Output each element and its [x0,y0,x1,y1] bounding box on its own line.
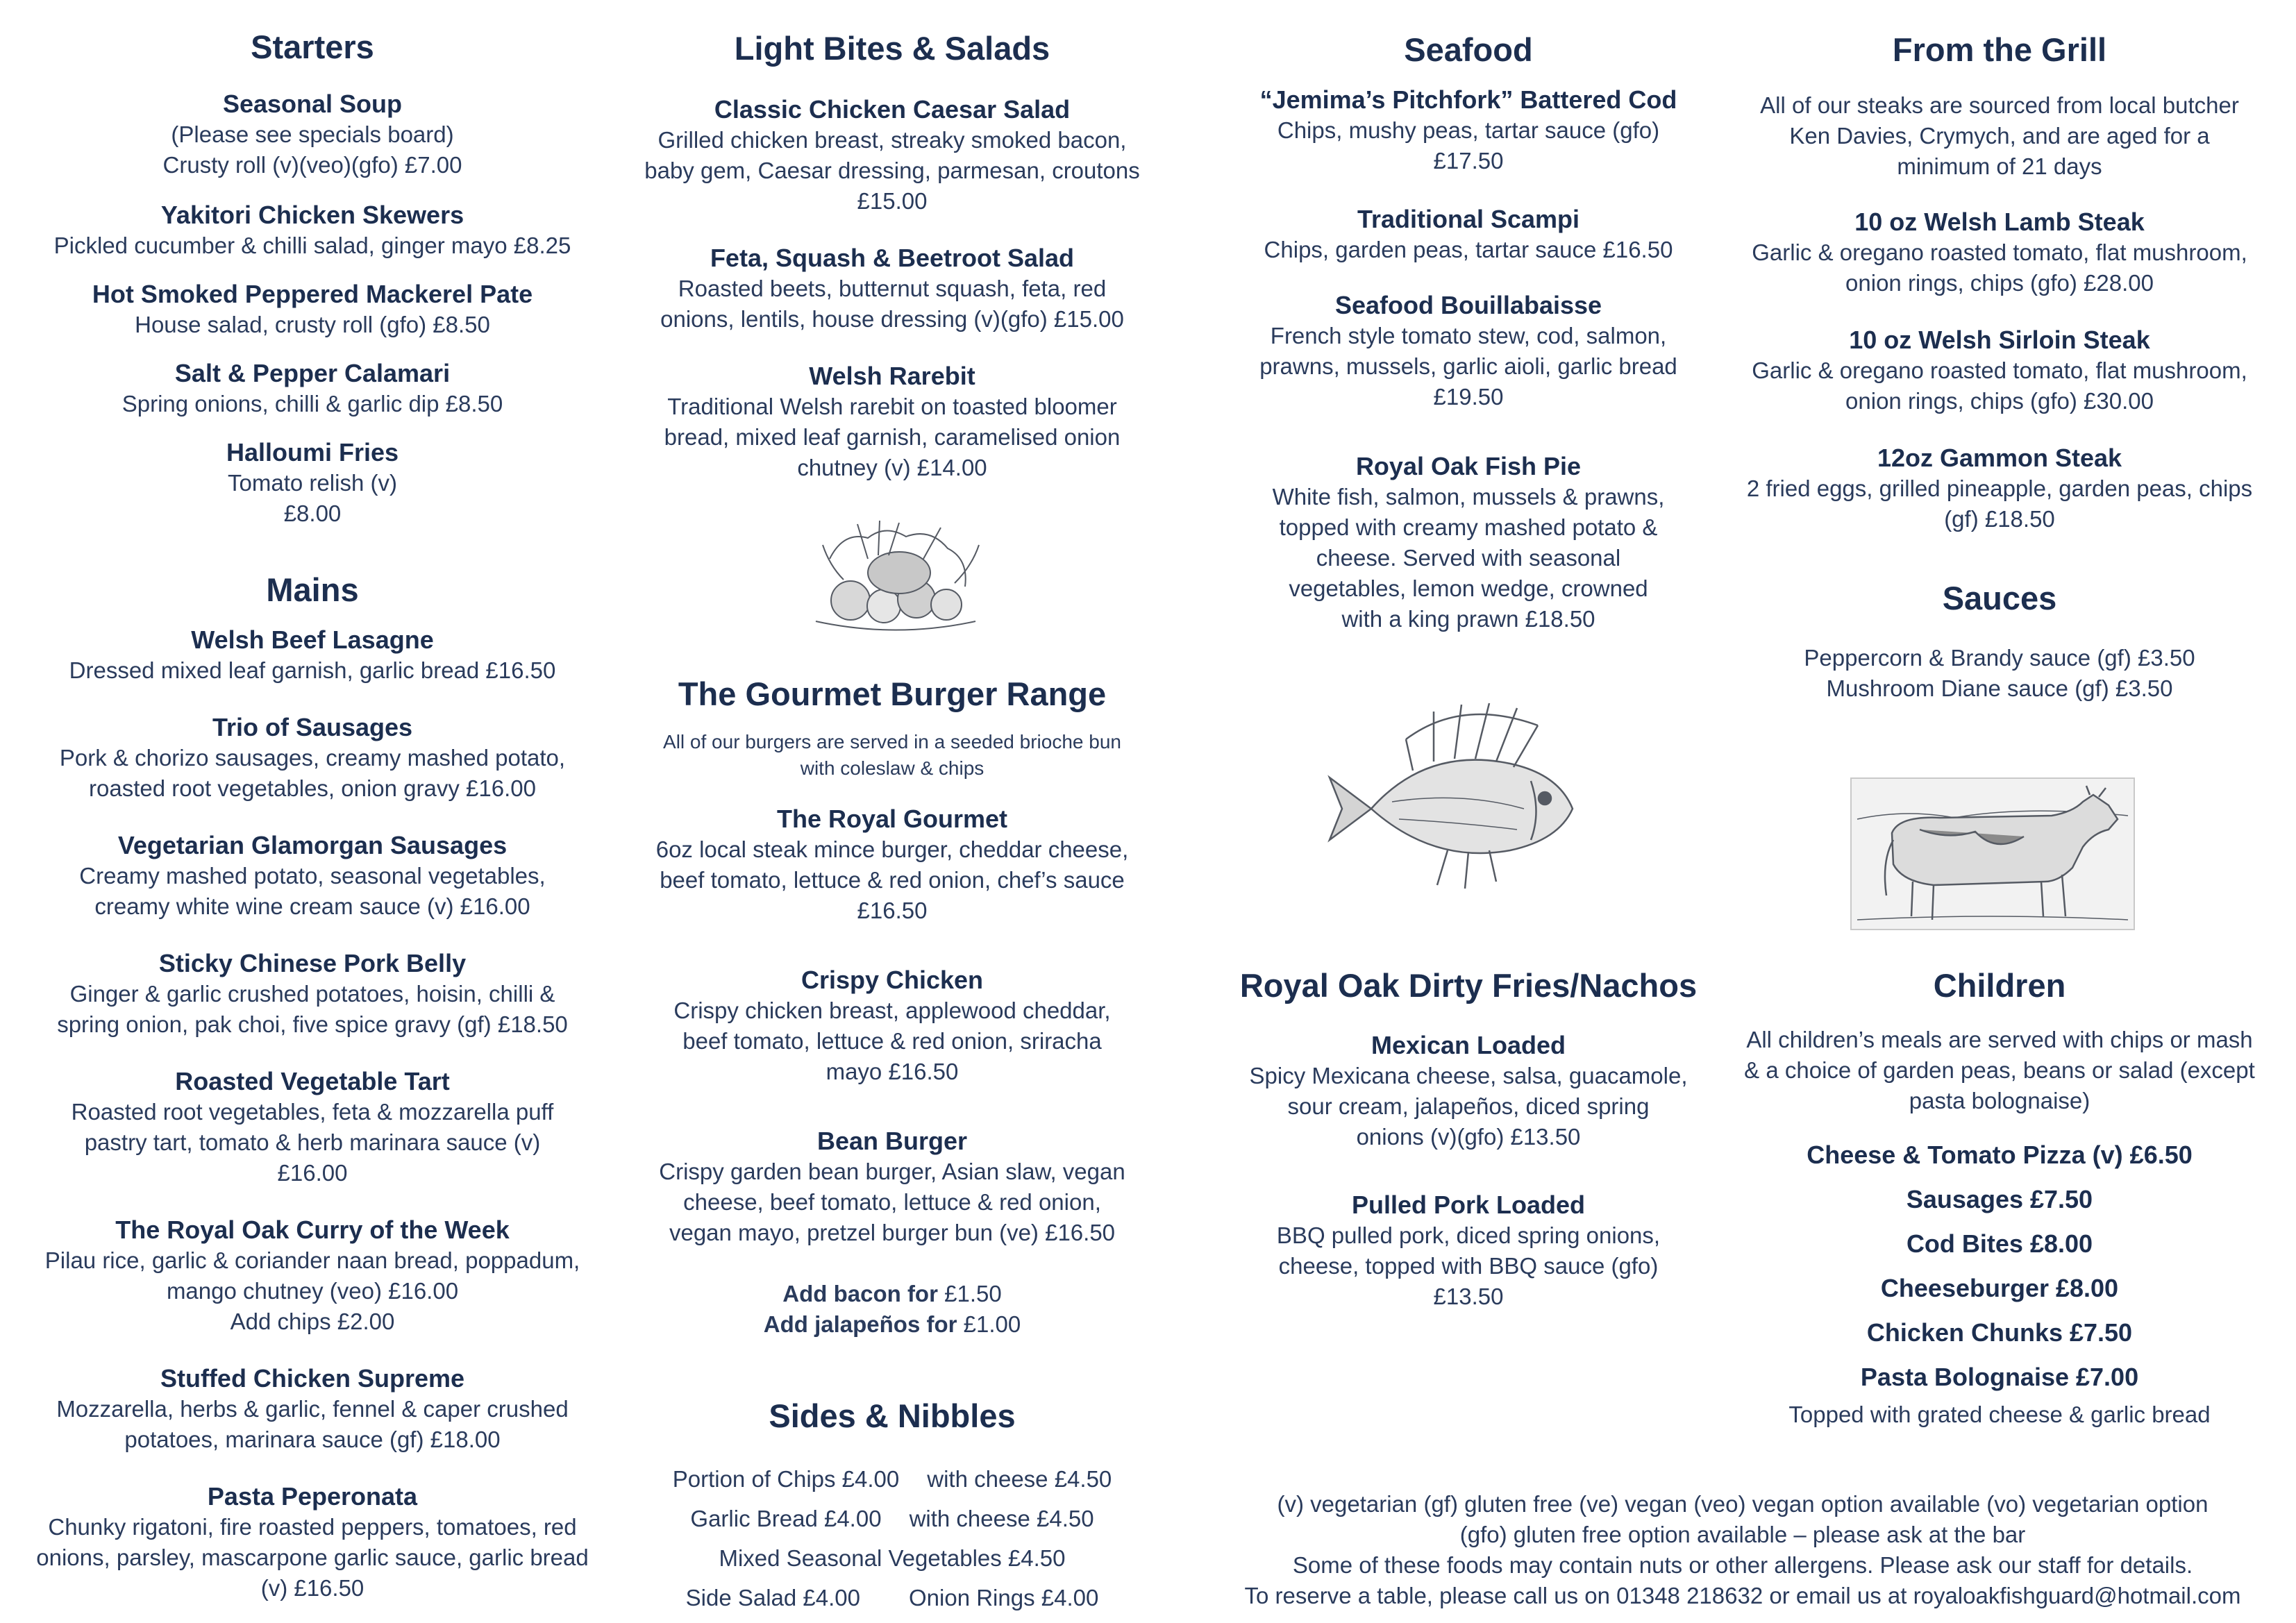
item-name: Salt & Pepper Calamari [174,359,451,387]
addon-label: Add jalapeños for [763,1311,957,1337]
menu-item [1711,325,2288,417]
addon-label: Add bacon for [782,1281,938,1306]
side-item: Garlic Bread £4.00 [690,1506,882,1531]
addon-price: £1.50 [944,1281,1002,1306]
item-description: Garlic & oregano roasted tomato, flat mushroom, [1752,358,2247,383]
item-name: Welsh Beef Lasagne [191,625,434,654]
sides-heading: Sides & Nibbles [769,1397,1016,1434]
allergen-footer [1194,1489,2291,1611]
item-description: spring onion, pak choi, five spice gravy (gf) £18.50 [57,1011,568,1037]
sauce-item: Mushroom Diane sauce (gf) £3.50 [1826,675,2173,701]
grill-intro [1711,90,2288,182]
item-description: Pickled cucumber & chilli salad, ginger mayo £8.25 [53,233,571,258]
sauces-list [1711,643,2288,704]
addon-bacon [625,1279,1159,1309]
item-name: Classic Chicken Caesar Salad [714,95,1071,124]
menu-item [14,358,611,419]
item-description: 2 fried eggs, grilled pineapple, garden peas, chips [1746,476,2253,501]
burgers-heading: The Gourmet Burger Range [678,675,1107,712]
item-name: Pasta Peperonata [207,1482,418,1511]
item-description: beef tomato, lettuce & red onion, chef’s sauce [660,867,1125,893]
grill-heading: From the Grill [1892,31,2107,68]
menu-item [14,200,611,261]
item-description: vegan mayo, pretzel burger bun (ve) £16.50 [669,1220,1116,1245]
item-description: Pilau rice, garlic & coriander naan bread, poppadum, [44,1247,580,1273]
item-name: Stuffed Chicken Supreme [160,1364,465,1393]
item-description: prawns, mussels, garlic aioli, garlic bread [1259,353,1677,379]
menu-item [625,804,1159,926]
item-description: sour cream, jalapeños, diced spring [1287,1093,1650,1119]
item-name: Welsh Rarebit [809,362,975,390]
side-row [625,1538,1159,1578]
note-line: with coleslaw & chips [800,757,984,779]
item-description: creamy white wine cream sauce (v) £16.00 [94,893,530,919]
item-name: Vegetarian Glamorgan Sausages [117,831,508,859]
menu-item [14,1363,611,1455]
item-description: £15.00 [857,188,928,214]
menu-item [14,1066,611,1188]
item-description: beef tomato, lettuce & red onion, sriracha [682,1028,1102,1054]
item-description: Add chips £2.00 [230,1309,395,1334]
item-name: Royal Oak Fish Pie [1355,452,1582,480]
item-description: onion rings, chips (gfo) £28.00 [1845,270,2154,296]
item-description: Crispy chicken breast, applewood cheddar, [673,998,1111,1023]
item-name: Trio of Sausages [212,713,413,741]
item-description: Traditional Welsh rarebit on toasted bloomer [667,394,1117,419]
menu-item [14,1481,611,1604]
item-name: The Royal Gourmet [776,805,1008,833]
item-name: Seafood Bouillabaisse [1334,291,1602,319]
item-description: Spring onions, chilli & garlic dip £8.50 [121,391,503,417]
sauce-item: Peppercorn & Brandy sauce (gf) £3.50 [1804,645,2195,671]
item-description: with a king prawn £18.50 [1341,606,1595,632]
item-name: Halloumi Fries [226,438,399,466]
item-description: Chunky rigatoni, fire roasted peppers, tomatoes, red [48,1514,577,1540]
sauces-heading: Sauces [1942,580,2057,616]
item-description: onions, parsley, mascarpone garlic sauce, garlic bread [36,1545,589,1570]
burgers-note [625,729,1159,782]
item-description: onion rings, chips (gfo) £30.00 [1845,388,2154,414]
side-row [625,1499,1159,1538]
footer-line: (gfo) gluten free option available – please ask at the bar [1459,1522,2026,1547]
menu-item [1222,290,1715,412]
menu-item [14,279,611,340]
item-description: roasted root vegetables, onion gravy £16.00 [89,775,536,801]
item-description: 6oz local steak mince burger, cheddar cheese, [655,836,1129,862]
item-description: House salad, crusty roll (gfo) £8.50 [135,312,490,337]
mains-heading: Mains [266,571,359,608]
addon-jalapenos [625,1309,1159,1340]
item-description: mayo £16.50 [826,1059,959,1084]
item-name: Pulled Pork Loaded [1351,1191,1586,1219]
item-name: Roasted Vegetable Tart [175,1067,450,1095]
item-description: (Please see specials board) [171,121,454,147]
side-item: Mixed Seasonal Vegetables £4.50 [719,1545,1066,1571]
side-row [625,1578,1159,1617]
item-description: Crusty roll (v)(veo)(gfo) £7.00 [162,152,462,178]
menu-item [1711,207,2288,298]
menu-item [14,830,611,922]
intro-line: All of our steaks are sourced from local butcher [1760,92,2239,118]
item-name: Bean Burger [816,1127,968,1155]
item-description: baby gem, Caesar dressing, parmesan, croutons [644,158,1140,183]
side-item: Portion of Chips £4.00 [672,1466,900,1492]
item-name: The Royal Oak Curry of the Week [115,1216,510,1244]
menu-item [1222,1190,1715,1312]
item-description: £8.00 [283,501,342,526]
menu-item [14,625,611,686]
item-description: cheese. Served with seasonal [1316,545,1621,571]
item-description: Chips, mushy peas, tartar sauce (gfo) [1277,117,1660,143]
item-description: Ginger & garlic crushed potatoes, hoisin, chilli & [69,981,555,1007]
side-item: with cheese £4.50 [909,1506,1094,1531]
item-description: Crispy garden bean burger, Asian slaw, vegan [659,1159,1125,1184]
side-row [625,1459,1159,1499]
item-name: Sticky Chinese Pork Belly [158,949,467,977]
item-name: Hot Smoked Peppered Mackerel Pate [92,280,533,308]
item-description: £17.50 [1433,148,1504,174]
children-item: Chicken Chunks £7.50 [1866,1318,2133,1347]
item-description: pastry tart, tomato & herb marinara sauce (v) [84,1129,541,1155]
intro-line: All children’s meals are served with chips or mash [1746,1027,2253,1052]
item-description: Spicy Mexicana cheese, salsa, guacamole, [1249,1063,1688,1088]
item-description: bread, mixed leaf garnish, caramelised onion [664,424,1121,450]
menu-item [14,948,611,1040]
item-name: 10 oz Welsh Lamb Steak [1854,208,2145,236]
item-description: BBQ pulled pork, diced spring onions, [1276,1222,1661,1248]
item-description: onions, lentils, house dressing (v)(gfo) £15.00 [660,306,1124,332]
children-item: Cheese & Tomato Pizza (v) £6.50 [1807,1141,2193,1169]
intro-line: Ken Davies, Crymych, and are aged for a [1789,123,2210,149]
item-description: (gf) £18.50 [1944,506,2055,532]
item-description: topped with creamy mashed potato & [1279,514,1658,540]
item-name: “Jemima’s Pitchfork” Battered Cod [1259,85,1677,114]
item-description: £19.50 [1433,384,1504,410]
menu-item [625,965,1159,1087]
footer-line: Some of these foods may contain nuts or other allergens. Please ask our staff for details. [1292,1552,2193,1578]
children-item: Cheeseburger £8.00 [1880,1274,2119,1302]
menu-item [14,712,611,804]
intro-line: minimum of 21 days [1897,153,2102,179]
seafood-heading: Seafood [1404,31,1533,68]
item-description: cheese, beef tomato, lettuce & red onion, [683,1189,1101,1215]
item-name: Yakitori Chicken Skewers [160,201,464,229]
dirty-fries-heading: Royal Oak Dirty Fries/Nachos [1239,967,1698,1004]
item-description: £16.50 [857,898,928,923]
footer-line: (v) vegetarian (gf) gluten free (ve) vegan (veo) vegan option available (vo) vegetarian option [1277,1491,2209,1517]
item-description: Roasted beets, butternut squash, feta, red [678,276,1107,301]
item-name: Crispy Chicken [801,966,984,994]
item-description: £16.00 [277,1160,348,1186]
item-description: Dressed mixed leaf garnish, garlic bread £16.50 [69,657,556,683]
intro-line: & a choice of garden peas, beans or salad (except [1744,1057,2255,1083]
side-item: Onion Rings £4.00 [909,1585,1099,1611]
menu-item [1222,451,1715,634]
item-description: Grilled chicken breast, streaky smoked bacon, [657,127,1127,153]
item-name: Mexican Loaded [1371,1031,1566,1059]
item-name: 10 oz Welsh Sirloin Steak [1849,326,2150,354]
item-name: 12oz Gammon Steak [1877,444,2122,472]
menu-item [625,243,1159,335]
sides-list [625,1459,1159,1617]
menu-item [625,1126,1159,1248]
item-description: White fish, salmon, mussels & prawns, [1272,484,1665,510]
note-line: All of our burgers are served in a seeded brioche bun [663,731,1121,752]
children-items [1711,1133,2288,1430]
light-bites-heading: Light Bites & Salads [734,30,1050,67]
children-footnote: Topped with grated cheese & garlic bread [1788,1402,2211,1427]
item-description: potatoes, marinara sauce (gf) £18.00 [124,1427,501,1452]
cow-illustration [1850,777,2135,930]
menu-item [1711,443,2288,535]
item-name: Traditional Scampi [1357,205,1580,233]
menu-item [1222,1030,1715,1152]
menu-item [625,361,1159,483]
children-item: Pasta Bolognaise £7.00 [1860,1363,2139,1391]
children-item: Cod Bites £8.00 [1906,1229,2093,1258]
side-item: with cheese £4.50 [927,1466,1112,1492]
item-description: onions (v)(gfo) £13.50 [1356,1124,1581,1150]
item-description: mango chutney (veo) £16.00 [166,1278,459,1304]
burger-addons [625,1279,1159,1340]
menu-item [1222,85,1715,176]
menu-item [14,89,611,180]
intro-line: pasta bolognaise) [1909,1088,2090,1113]
menu-item [625,94,1159,217]
item-description: French style tomato stew, cod, salmon, [1270,323,1667,348]
item-description: Creamy mashed potato, seasonal vegetables, [79,863,546,889]
item-description: (v) £16.50 [260,1575,364,1601]
item-description: Tomato relish (v) [228,470,397,496]
item-description: Roasted root vegetables, feta & mozzarella puff [71,1099,554,1125]
item-description: cheese, topped with BBQ sauce (gfo) [1278,1253,1659,1279]
item-description: £13.50 [1433,1284,1504,1309]
item-description: vegetables, lemon wedge, crowned [1289,575,1648,601]
menu-item [14,1215,611,1337]
footer-line: To reserve a table, please call us on 01348 218632 or email us at royaloakfishguard@hotmail.com [1244,1583,2241,1608]
children-heading: Children [1933,967,2066,1004]
children-intro [1711,1025,2288,1116]
fish-illustration [1323,698,1614,899]
starters-heading: Starters [251,28,374,65]
menu-item [1222,204,1715,265]
item-description: Garlic & oregano roasted tomato, flat mushroom, [1752,239,2247,265]
item-description: Pork & chorizo sausages, creamy mashed potato, [59,745,566,771]
vegetables-illustration [802,517,989,639]
item-description: chutney (v) £14.00 [797,455,987,480]
item-description: Mozzarella, herbs & garlic, fennel & caper crushed [56,1396,569,1422]
children-item: Sausages £7.50 [1906,1185,2093,1213]
menu-item [14,437,611,529]
addon-price: £1.00 [963,1311,1021,1337]
item-name: Feta, Squash & Beetroot Salad [710,244,1075,272]
item-name: Seasonal Soup [222,90,403,118]
side-item: Side Salad £4.00 [685,1585,860,1611]
item-description: Chips, garden peas, tartar sauce £16.50 [1264,237,1673,262]
